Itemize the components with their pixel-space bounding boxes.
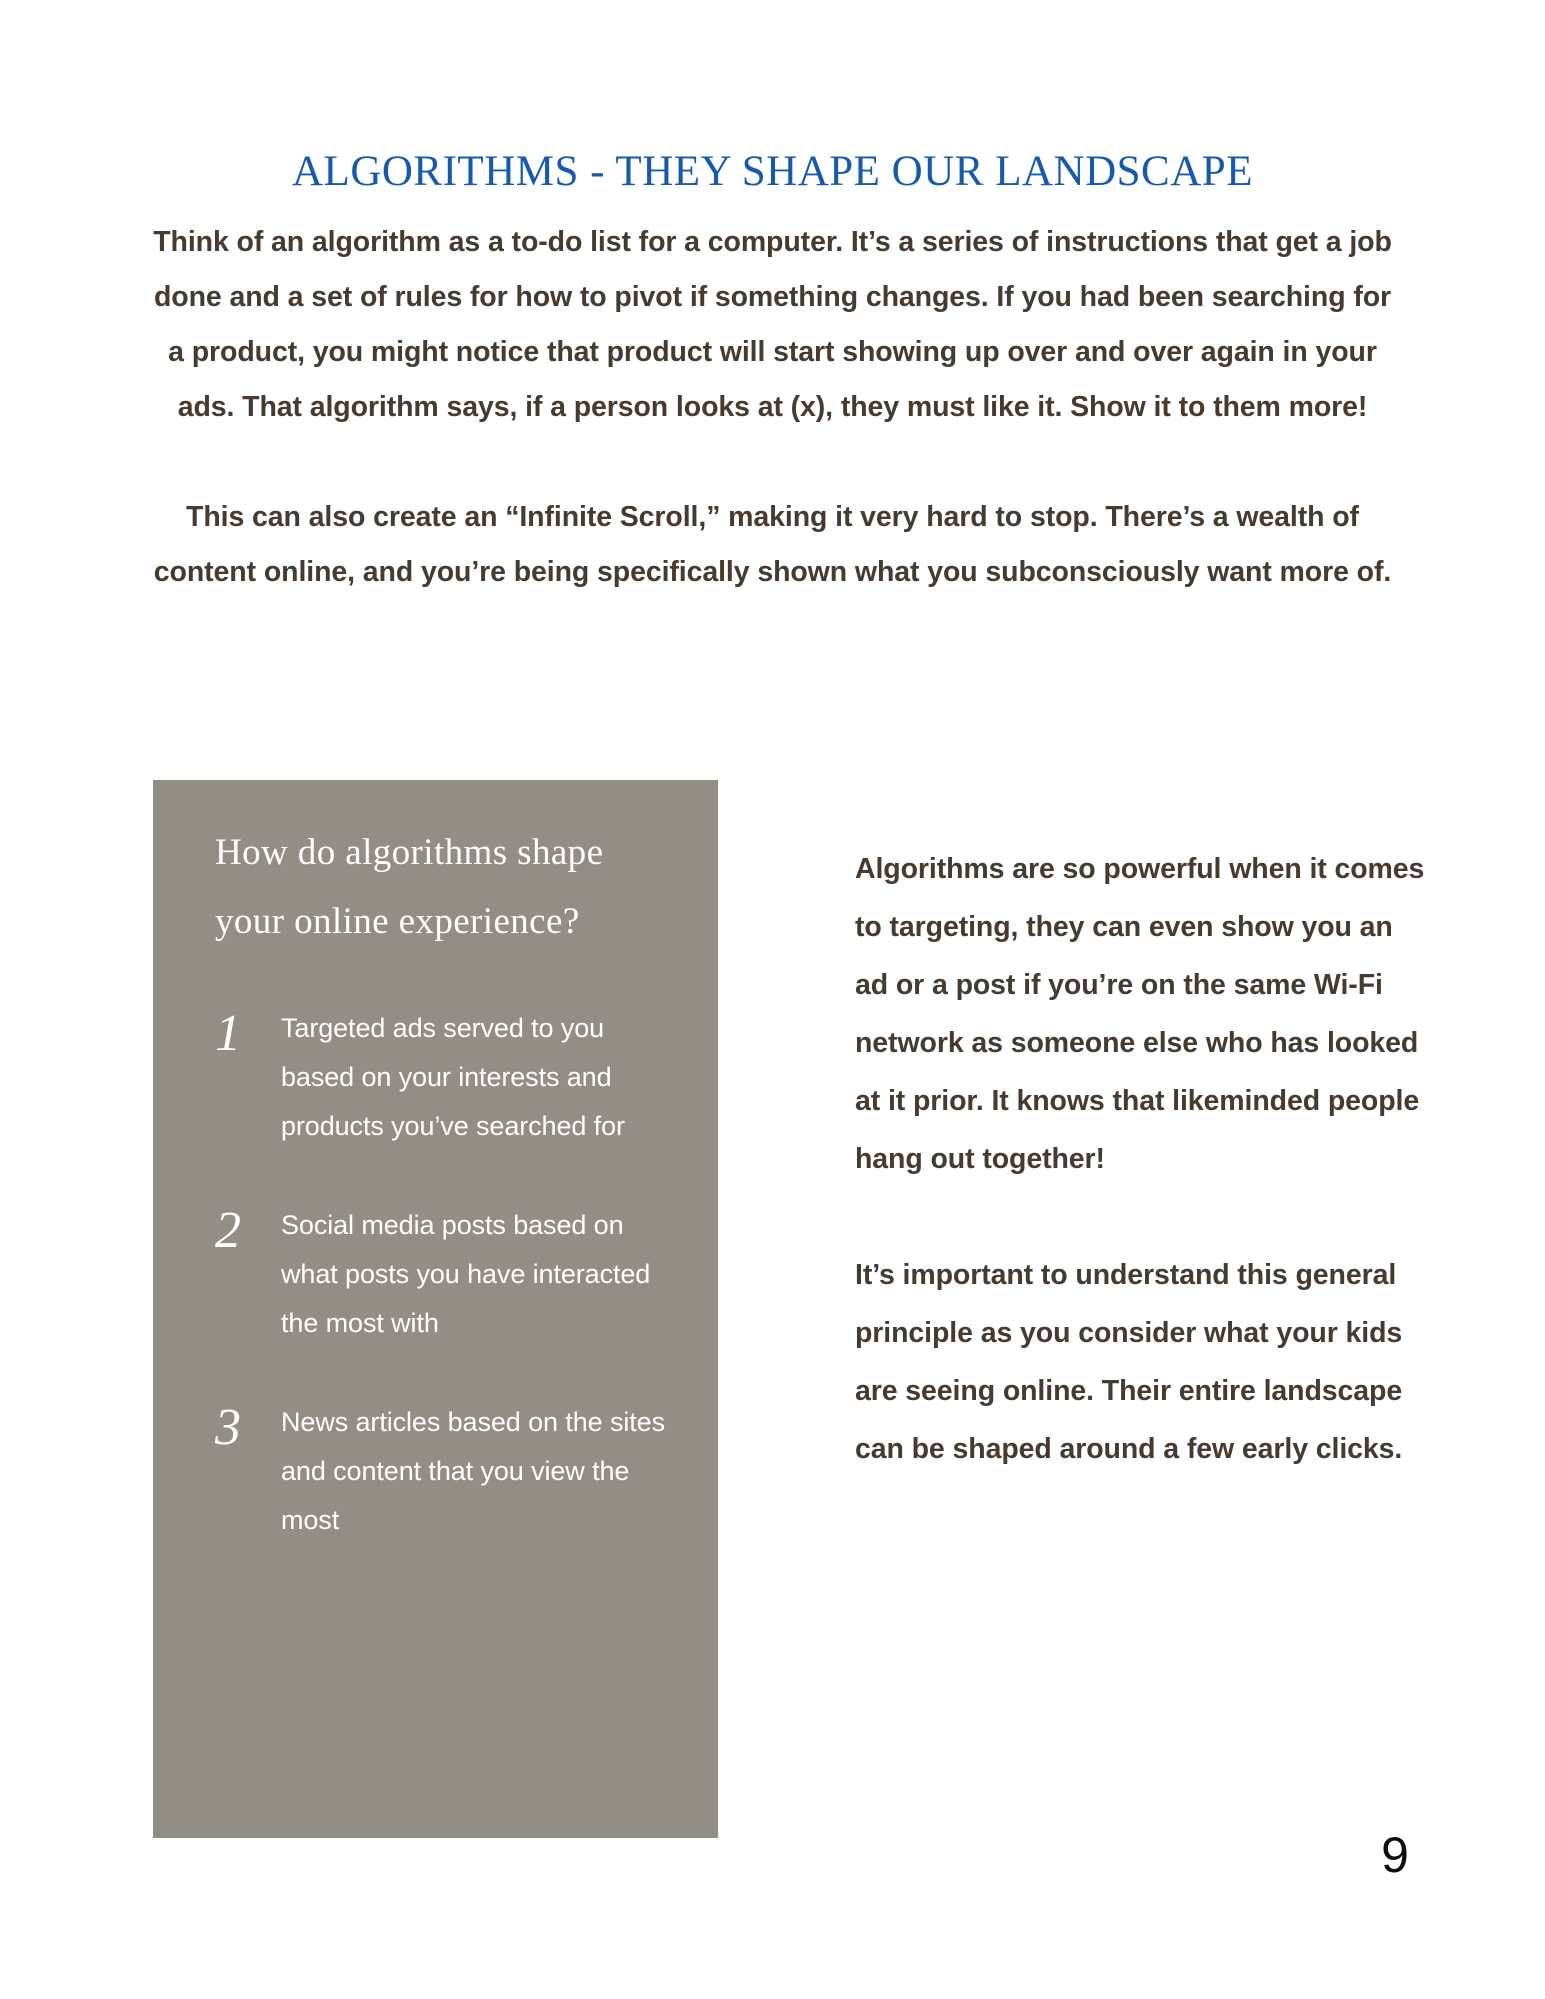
intro-paragraph-1: Think of an algorithm as a to-do list for a computer. It’s a series of instructions that get a job done and a set of rules for how to pivot if something changes. If you had been searching for a product, you might notice that product will start showing up over and over again in your ads. That algorithm says, if a person looks at (x), they must like it. Show it to them more! xyxy=(153,226,1392,423)
list-item-text: Targeted ads served to you based on your interests and products you’ve searched for xyxy=(281,1013,625,1141)
list-item-number: 3 xyxy=(215,1399,241,1456)
list-item xyxy=(215,1201,666,1348)
intro-paragraph-2: This can also create an “Infinite Scroll,” making it very hard to stop. There’s a wealth of content online, and you’re being specifically shown what you subconsciously want more of. xyxy=(153,501,1392,588)
right-column-paragraph-1: Algorithms are so powerful when it comes to targeting, they can even show you an ad or a post if you’re on the same Wi-Fi network as someone else who has looked at it prior. It knows that likeminded people hang out together! xyxy=(855,853,1425,1175)
page-title: ALGORITHMS - THEY SHAPE OUR LANDSCAPE xyxy=(292,147,1253,195)
page-number: 9 xyxy=(1381,1827,1409,1883)
right-column-text-block xyxy=(855,840,1425,1478)
intro-text-block xyxy=(150,215,1395,600)
list-item-text: News articles based on the sites and content that you view the most xyxy=(281,1407,665,1535)
list-item-number: 2 xyxy=(215,1202,241,1259)
callout-heading: How do algorithms shape your online experience? xyxy=(215,832,604,942)
list-item xyxy=(215,1004,666,1151)
list-item-number: 1 xyxy=(215,1005,241,1062)
callout-box xyxy=(153,780,718,1838)
right-column-paragraph-2: It’s important to understand this general principle as you consider what your kids are seeing online. Their entire landscape can be shaped around a few early clicks. xyxy=(855,1259,1403,1465)
list-item xyxy=(215,1398,666,1545)
list-item-text: Social media posts based on what posts you have interacted the most with xyxy=(281,1210,651,1338)
